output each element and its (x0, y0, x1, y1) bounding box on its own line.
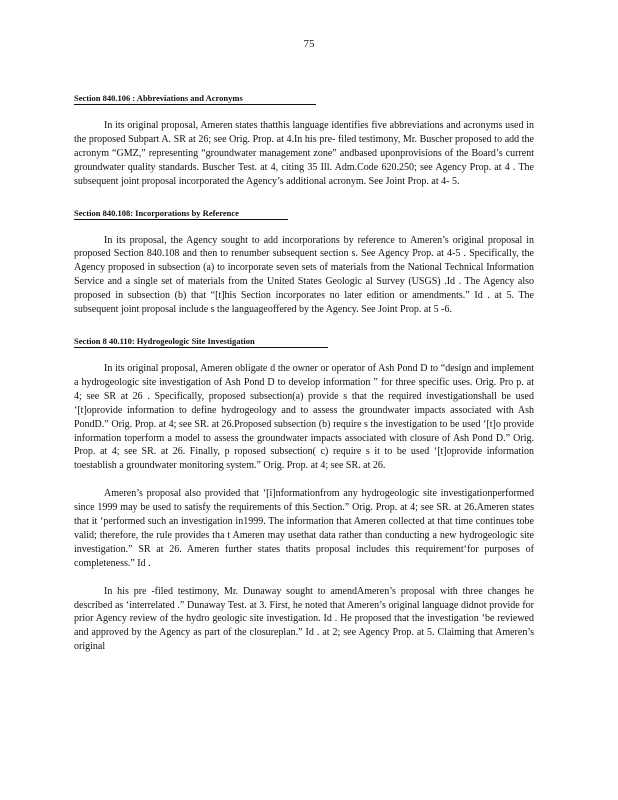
section-840-110 (74, 331, 534, 654)
section-840-108 (74, 203, 534, 317)
section-heading: Section 840.106 : Abbreviations and Acronyms (74, 93, 316, 105)
paragraph: In its original proposal, Ameren obligate d the owner or operator of Ash Pond D to “design and implement a hydrogeologic site investigation of Ash Pond D to develop information ” for three specific uses. Orig. Pro p. at 4; see SR at 26 . Specifically, proposed subsection(a) provide s that the required investigationshall be used ‘[t]oprovide information to define hydrogeology and to assess the groundwater impacts associated with Ash PondD.” Orig. Prop. at 4; see SR. at 26.Proposed subsection (b) require s the investigation to be used ‘[t]o provide information toperform a model to assess the groundwater impacts associated with closure of Ash Pond D.” Orig. Prop. at 4; see SR. at 26. Finally, p roposed subsection( c) require s it to be used ‘[t]oprovide information toestablish a groundwater monitoring system.” Orig. Prop. at 4; see SR. at 26. (74, 362, 534, 472)
paragraph: Ameren’s proposal also provided that ‘[i]nformationfrom any hydrogeologic site investigationperformed since 1999 may be used to satisfy the requirements of this Section.” Orig. Prop. at 4; see SR. at 26.Ameren states that it ‘performed such an investigation in1999. The information that Ameren collected at that time continues tobe valid; therefore, the rule provides tha t Ameren may usethat data rather than conducting a new hydrogeologic site investigation.” SR at 26. Ameren further states thatits proposal includes this requirement‘for purposes of completeness.” Id . (74, 488, 534, 569)
paragraph: In his pre -filed testimony, Mr. Dunaway sought to amendAmeren’s proposal with three changes he described as ‘interrelated .” Dunaway Test. at 3. First, he noted that Ameren’s original language didnot provide for prior Agency review of the hydro geologic site investigation. Id . He proposed that the investigation ‘be reviewed and approved by the Agency as part of the closureplan.” Id . at 2; see Agency Prop. at 5. Claiming that Ameren’s original (74, 585, 534, 653)
section-heading: Section 8 40.110: Hydrogeologic Site Investigation (74, 336, 328, 348)
paragraph: In its proposal, the Agency sought to add incorporations by reference to Ameren’s original proposal in proposed Section 840.108 and then to renumber subsequent section s. See Agency Prop. at 4-5 . Specifically, the Agency proposed in subsection (a) to incorporate seven sets of materials from the National Technical Information Service and a single set of materials from the United States Geologic al Survey (USGS) .Id . The Agency also proposed in subsection (b) that “[t]his Section incorporates no later edition or amendments.” Id . at 5. The subsequent joint proposal include s the languageoffered by the Agency. See Joint Prop. at 5 -6. (74, 234, 534, 316)
section-840-106 (74, 88, 534, 189)
paragraph: In its original proposal, Ameren states thatthis language identifies five abbreviations and acronyms used in the proposed Subpart A. SR at 26; see Orig. Prop. at 4.In his pre- filed testimony, Mr. Buscher proposed to add the acronym “GMZ,” representing “groundwater management zone” andbased uponprovisions of the Board’s current groundwater quality standards. Buscher Test. at 4, citing 35 Ill. Adm.Code 620.250; see Agency Prop. at 4 . The subsequent joint proposal incorporated the Agency’s additional acronym. See Joint Prop. at 4- 5. (74, 120, 534, 187)
page-number: 75 (303, 38, 315, 50)
section-heading: Section 840.108: Incorporations by Reference (74, 208, 288, 220)
document-body (74, 88, 534, 668)
